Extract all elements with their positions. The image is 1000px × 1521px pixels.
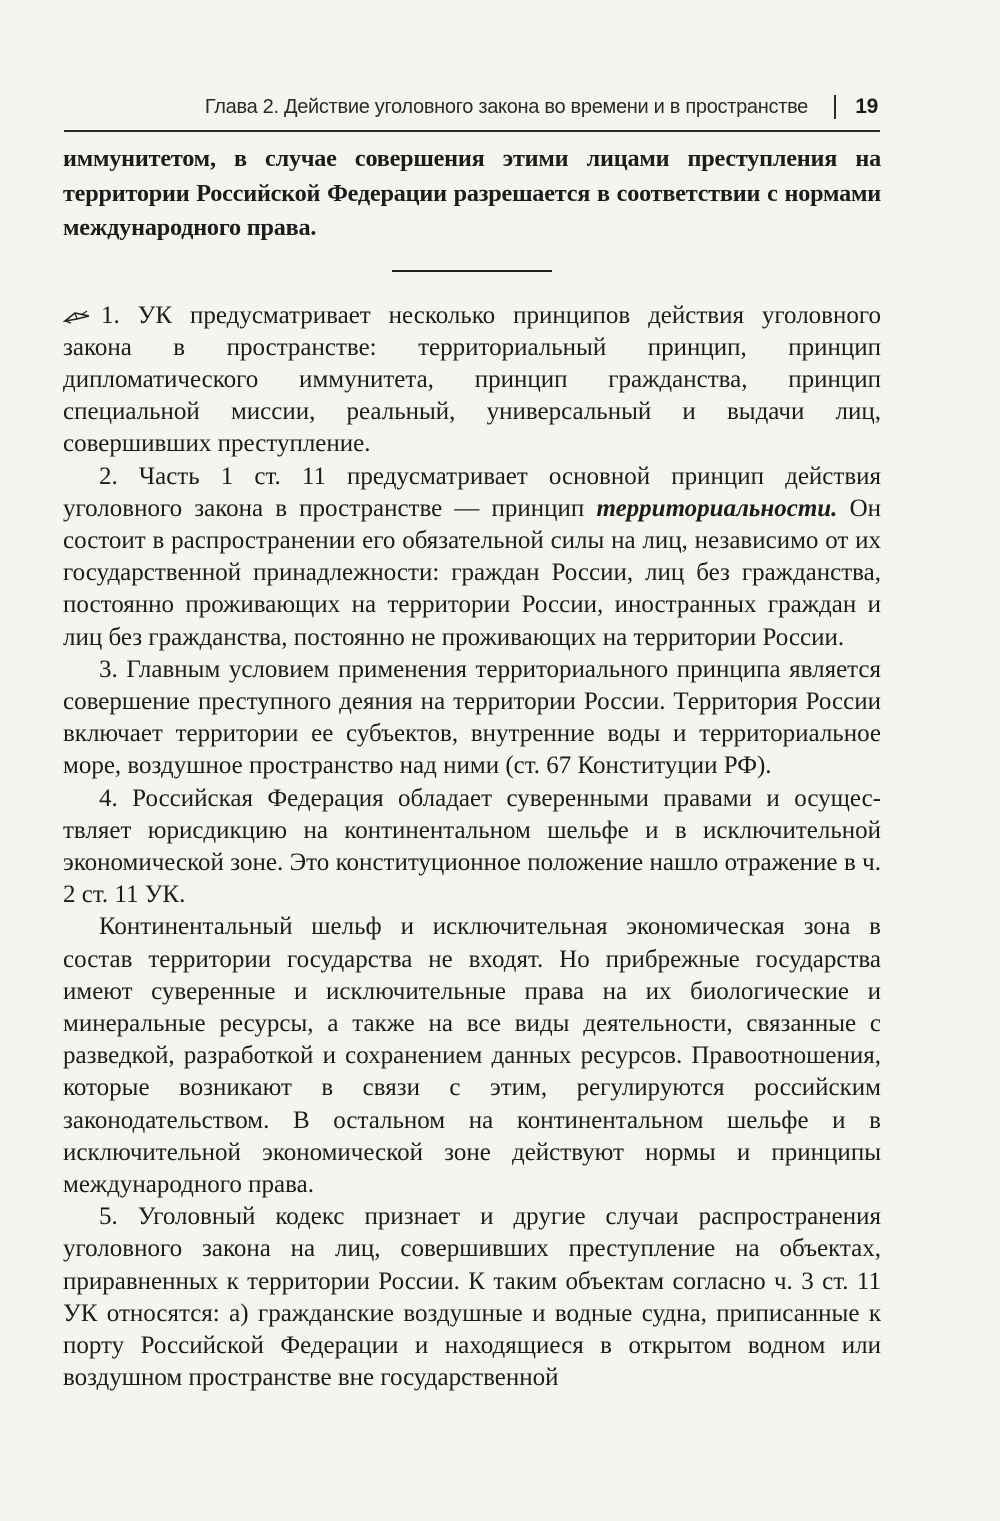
page-body (63, 142, 881, 1394)
running-header (64, 86, 880, 132)
commentary-text-1: 1. УК предусматривает несколько принципов действия уголовного закона в пространстве: территориальный принцип, принцип дипломатического иммунитета, принцип гражданства, принцип специальной миссии, реальный, универсальный и выдачи лиц, совершивших преступление. (63, 301, 881, 458)
section-divider (392, 270, 552, 272)
commentary-paragraph-2 (63, 461, 881, 654)
commentary-paragraph-4: 4. Российская Федерация обладает суверенными правами и осущес-твляет юрисдикцию на континентальном шельфе и в исключительной экономической зоне. Это конституционное положение нашло отражение в ч. 2 ст. 11 УК. (63, 784, 881, 909)
header-separator (834, 95, 836, 119)
commentary-text-2a: 2. Часть 1 ст. 11 предусматривает основной принцип действия уголовного закона в пространстве — принцип (63, 462, 881, 522)
commentary-paragraph-1 (63, 300, 881, 461)
page-number: 19 (855, 95, 878, 118)
commentary-paragraph-3: 3. Главным условием применения территориального принципа является совершение преступного деяния на территории России. Территория России включает территории ее субъектов, внутренние воды и территориальное море, воздушное пространство над ними (ст. 67 Конституции РФ). (63, 655, 881, 780)
commentary-paragraph-5: Континентальный шельф и исключительная экономическая зона в состав территории государства не входят. Но прибрежные государства имеют суверенные и исключительные права на их биологические и минеральные ресурсы, а также на все виды деятельности, связанные с разведкой, разработкой и сохранением данных ресурсов. Правоотношения, которые возникают в связи с этим, регулируются российским законодательством. В остальном на континентальном шельфе и в исключительной экономической зоне действуют нормы и принципы международного права. (63, 913, 881, 1198)
commentary-paragraph-6: 5. Уголовный кодекс признает и другие случаи распространения уголовного закона на лиц, совершивших преступление на объектах, приравненных к территории России. К таким объектам согласно ч. 3 ст. 11 УК относятся: а) гражданские воздушные и водные судна, приписанные к порту Российской Федерации и находящиеся в открытом водном или воздушном пространстве вне государственной (63, 1203, 881, 1392)
pen-icon (63, 307, 93, 325)
key-term: территориальности. (596, 494, 838, 522)
chapter-title: Глава 2. Действие уголовного закона во времени и в пространстве (204, 96, 808, 118)
commentary-text-2b: Он состоит в распространении его обязательной силы на лиц, независимо от их государственной принадлежности: граждан России, лиц без гражданства, постоянно проживающих на территории России, иностранных граждан и лиц без гражданства, постоянно не проживающих на территории России. (63, 494, 882, 651)
article-text-end: иммунитетом, в случае совершения этими лицами преступления на территории Российской Федерации разрешается в соответствии с нормами международного права. (63, 145, 881, 241)
